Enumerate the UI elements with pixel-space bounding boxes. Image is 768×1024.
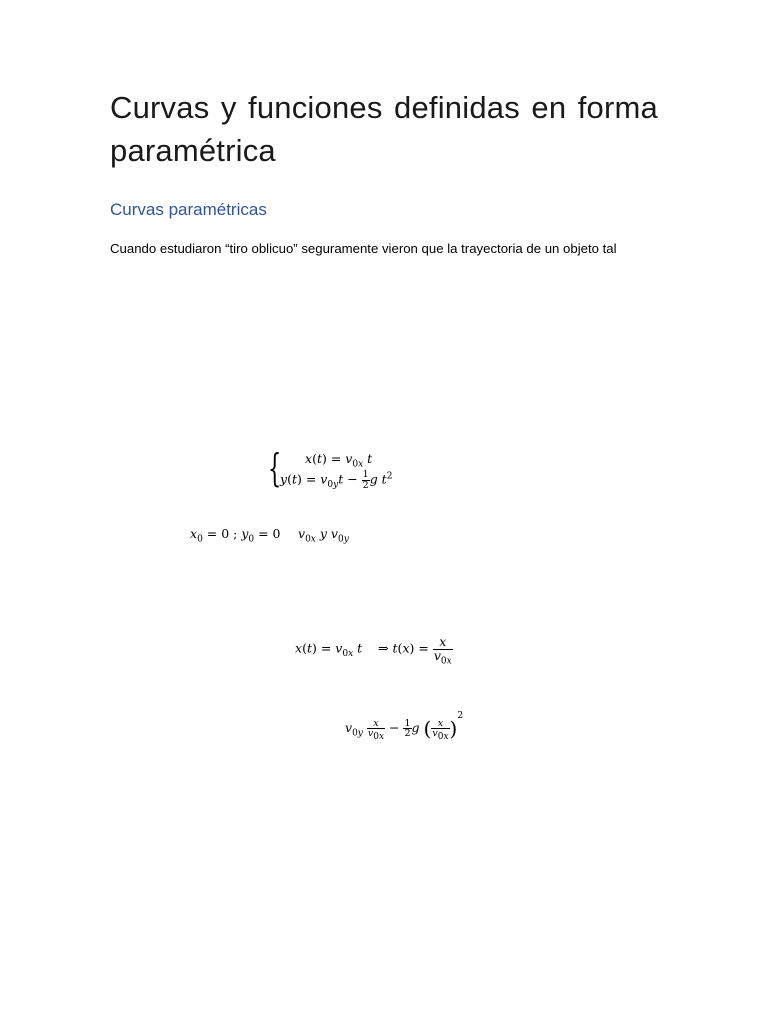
document-title: Curvas y funciones definidas en forma paramétrica: [110, 90, 658, 168]
equation-system-line-1: $x(t) = v_{0x}$ t: [305, 451, 373, 470]
trajectory-equation: $v_{0y}$ $\frac{x}{v_{0x}}$ − $\frac{1}{2}$ g ( $\frac{x}{v_{0x}}$ )$^2$: [345, 711, 464, 742]
equation-system-line-2: $y(t) = v_{0y}t$ − $\frac{1}{2}$ g $t^2$: [280, 469, 393, 491]
system-brace: {: [268, 446, 282, 490]
section-heading: Curvas paramétricas: [110, 200, 267, 219]
initial-conditions-equation: $x_0 = 0$ ; $y_0 = 0$: [190, 526, 281, 545]
time-substitution-equation: $x(t) = v_{0x}$ t ⇒ t(x) = $\frac{x}{v_{0x}}$: [295, 634, 452, 666]
velocity-components-equation: $v_{0x}$ y $v_{0y}$: [298, 526, 349, 545]
body-paragraph: Cuando estudiaron “tiro oblicuo” seguramente vieron que la trayectoria de un objeto tal: [110, 241, 617, 256]
